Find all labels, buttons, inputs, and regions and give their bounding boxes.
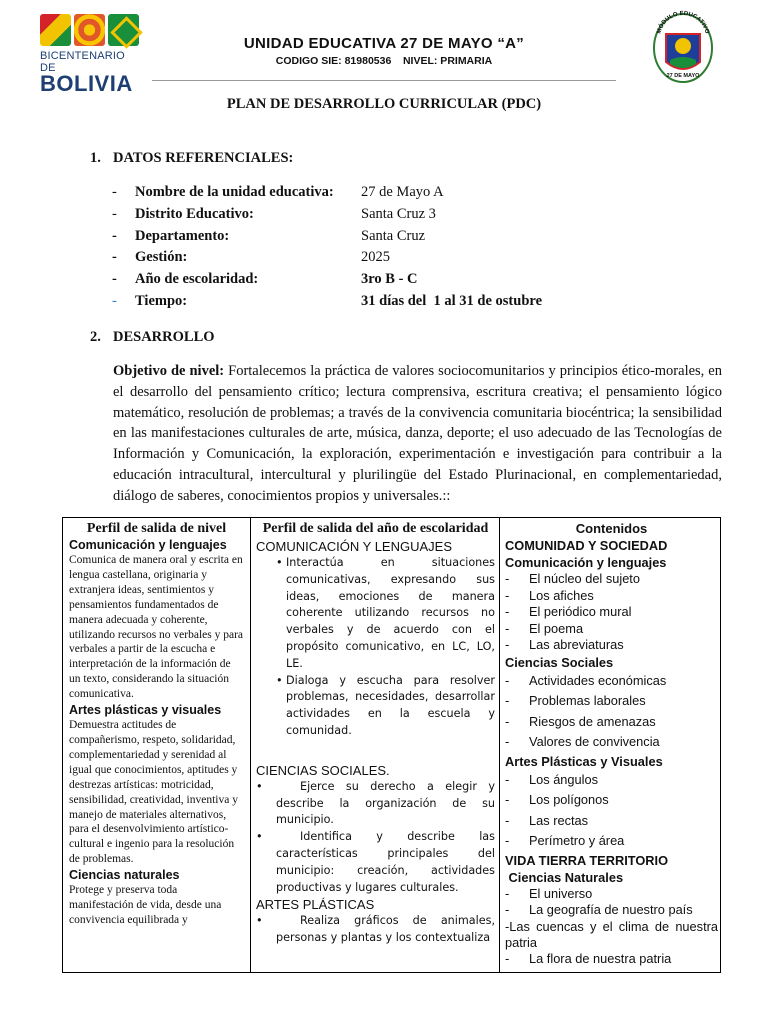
ref-value: 2025 [361, 249, 390, 265]
objective-text: Fortalecemos la práctica de valores sociocomunitarios y principios ético-morales, en el desarrollo del pensamiento crítico; lectura comprensiva, escritura creativa; el pensamiento lógico matemático, resolución de problemas; a través de la convivencia comunitaria biocéntrica; la sensibilidad en las manifestaciones culturales de arte, música, danza, deporte; el uso adecuado de las Tecnologías de Información y Comunicación, la exploración, experimentación e investigación para contribuir a la educación intracultural, intercultural y plurilingüe del Estado Plurinacional, en complementariedad, diálogo de saberes, conocimientos propios y universales.:: [113, 363, 722, 504]
list-item [505, 588, 718, 605]
list-item [505, 951, 718, 968]
list-item-text: Problemas laborales [529, 693, 646, 708]
list-item [505, 732, 718, 753]
list-item [505, 571, 718, 588]
contents-column [500, 518, 721, 973]
ref-row: - Tiempo: 31 días del 1 al 31 de ostubre [112, 293, 542, 313]
list-item-text: Las rectas [529, 812, 589, 828]
list-item [505, 604, 718, 621]
list-item-text: La geografía de nuestro país [529, 902, 693, 917]
dash: - [505, 885, 510, 901]
ref-label: Año de escolaridad: [135, 271, 259, 287]
seal-top-text: MÓDULO EDUCATIVO [656, 10, 710, 35]
col-header: Perfil de salida de nivel [86, 521, 227, 536]
list-item [256, 779, 495, 829]
list-item [505, 621, 718, 638]
list-item [505, 691, 718, 712]
curriculum-table [62, 517, 721, 973]
dash: - [505, 604, 510, 619]
dash: - [505, 620, 510, 636]
list-item [505, 770, 718, 791]
ref-value: 31 días del 1 al 31 de ostubre [361, 293, 543, 309]
list-item-text: Perímetro y área [529, 833, 625, 848]
list-item [505, 637, 718, 654]
area-title: Artes Plásticas y Visuales [505, 753, 663, 769]
list-item-text: Realiza gráficos de animales, personas y plantas y los contextualiza [276, 914, 495, 945]
bullet: • [256, 830, 263, 844]
list-item-text: La flora de nuestra patria [529, 950, 672, 966]
school-seal-icon [652, 10, 714, 84]
list-item-text: Los polígonos [529, 792, 609, 807]
area-title: Ciencias Naturales [505, 869, 624, 885]
ref-label: Tiempo: [135, 293, 188, 309]
list-item [256, 829, 495, 896]
ref-value: Santa Cruz 3 [361, 206, 436, 222]
list-item-text: Riesgos de amenazas [529, 713, 656, 729]
list-item-text: El universo [529, 885, 593, 901]
section-1-title: DATOS REFERENCIALES: [113, 150, 294, 166]
list-item-text: Los afiches [529, 587, 594, 603]
school-name: UNIDAD EDUCATIVA 27 DE MAYO “A” [243, 35, 525, 52]
dash: - [505, 734, 510, 749]
list-item-text: Dialoga y escucha para resolver problemas, necesidades, desarrollar actividades en la escuela y comunidad. [286, 673, 495, 737]
bicentenario-logo [40, 14, 142, 96]
bullet: • [276, 556, 283, 569]
dash: - [505, 571, 510, 586]
dash: - [505, 587, 510, 603]
list-item [256, 555, 495, 673]
bullet: • [276, 673, 283, 687]
list-item-text: El periódico mural [529, 604, 632, 619]
ref-row: - Gestión: 2025 [112, 249, 390, 269]
list-item-text: El poema [529, 620, 584, 636]
objective-paragraph [113, 361, 722, 507]
area-description: Protege y preserva toda manifestación de vida, desde una convivencia equilibrada y [69, 884, 222, 926]
area-title: Comunicación y lenguajes [505, 555, 667, 570]
list-item [505, 831, 718, 852]
bullet: • [256, 914, 263, 928]
ref-row: - Nombre de la unidad educativa: 27 de Mayo A [112, 184, 444, 204]
school-codes: CODIGO SIE: 81980536 NIVEL: PRIMARIA [275, 55, 493, 67]
area-description: Comunica de manera oral y escrita en lengua castellana, originaria y extranjera ideas, sentimientos y pensamientos fundamentados de manera adecuada y coherente, utilizando recursos no verbales y para verbales a partir de la escucha e interpretación de la información de un texto, considerando la situación comunicativa. [69, 554, 244, 701]
section-1-number: 1. [90, 150, 101, 166]
area-title: COMUNICACIÓN Y LENGUAJES [256, 539, 453, 554]
dash: - [505, 902, 510, 917]
section-2-number: 2. [90, 329, 101, 345]
dash: - [505, 812, 510, 828]
area-title: ARTES PLÁSTICAS [256, 897, 375, 913]
list-item [505, 671, 718, 692]
section-2-heading [90, 329, 215, 346]
area-title: Comunicación y lenguajes [69, 538, 227, 552]
header-divider [152, 80, 616, 81]
area-title: Artes plásticas y visuales [69, 703, 222, 718]
flag-mark-icon [40, 14, 71, 46]
ref-row: - Año de escolaridad: 3ro B - C [112, 271, 418, 291]
list-item [256, 673, 495, 740]
dash: - [505, 672, 510, 688]
list-item [505, 886, 718, 903]
ref-label: Departamento: [135, 228, 230, 244]
logo-text-bolivia: BOLIVIA [40, 71, 133, 96]
logo-text-bicentenario: BICENTENARIO DE [40, 50, 125, 74]
dash: - [505, 713, 510, 729]
objective-label: Objetivo de nivel: [113, 363, 225, 379]
ref-label: Nombre de la unidad educativa: [135, 184, 334, 200]
dash: - [505, 950, 510, 966]
list-item-text: Interactúa en situaciones comunicativas, expresando sus ideas, emociones de manera coherente utilizando recursos no verbales y de acuerdo con el propósito comunicativo, en LC, LO, LE. [286, 556, 495, 670]
seal-bottom-text: 27 DE MAYO [666, 73, 700, 79]
sun-mark-icon [74, 14, 105, 46]
list-item-text: Los ángulos [529, 771, 599, 787]
col-header: Contenidos [575, 521, 648, 536]
area-title: COMUNIDAD Y SOCIEDAD [505, 538, 668, 553]
dash: - [505, 771, 510, 787]
dash: - [505, 833, 510, 848]
list-item-text: Las abreviaturas [529, 637, 624, 652]
list-item [505, 712, 718, 733]
area-title: Ciencias naturales [69, 868, 180, 883]
area-title: VIDA TIERRA TERRITORIO [505, 852, 669, 868]
list-item-text: Ejerce su derecho a elegir y describe la organización de su municipio. [276, 779, 495, 827]
ref-label: Gestión: [135, 249, 188, 265]
area-description: Demuestra actitudes de compañerismo, respeto, solidaridad, complementariedad y serenidad al igual que conocimientos, aptitudes y destrezas artísticas: motricidad, sensibilidad, creatividad, inventiva y manejo de materiales alternativos, para el desenvolvimiento artístico-cultural e ingenio para la resolución de problemas. [69, 719, 238, 866]
dash: - [505, 792, 510, 807]
list-item-text: El núcleo del sujeto [529, 571, 640, 586]
ref-value: 3ro B - C [361, 271, 418, 287]
bicentenario-emblem-icon [40, 14, 142, 46]
profile-level-column [63, 518, 251, 973]
dash: - [505, 918, 510, 934]
chakana-mark-icon [108, 14, 139, 46]
ref-value: 27 de Mayo A [361, 184, 444, 200]
list-item [505, 811, 718, 832]
list-item-text: Identifica y describe las características principales del municipio: creación, actividades productivas y lugares culturales. [276, 830, 495, 894]
ref-row: - Departamento: Santa Cruz [112, 228, 425, 248]
area-title: Ciencias Sociales [505, 654, 614, 670]
document-title: PLAN DE DESARROLLO CURRICULAR (PDC) [226, 96, 542, 112]
section-1-heading [90, 150, 293, 167]
bullet: • [256, 779, 263, 793]
list-item-text: Las cuencas y el clima de nuestra patria [505, 918, 718, 950]
ref-label: Distrito Educativo: [135, 206, 254, 222]
ref-value: Santa Cruz [361, 228, 426, 244]
dash: - [505, 637, 510, 652]
list-item-text: Valores de convivencia [529, 734, 660, 749]
list-item [256, 913, 495, 947]
section-2-title: DESARROLLO [113, 329, 215, 345]
list-item-text: Actividades económicas [529, 672, 667, 688]
list-item [505, 790, 718, 811]
profile-year-column [251, 518, 500, 973]
ref-row: - Distrito Educativo: Santa Cruz 3 [112, 206, 436, 226]
dash: - [505, 693, 510, 708]
list-item [505, 902, 718, 919]
col-header: Perfil de salida del año de escolaridad [262, 521, 489, 536]
area-title: CIENCIAS SOCIALES. [256, 762, 390, 778]
list-item [505, 919, 718, 951]
